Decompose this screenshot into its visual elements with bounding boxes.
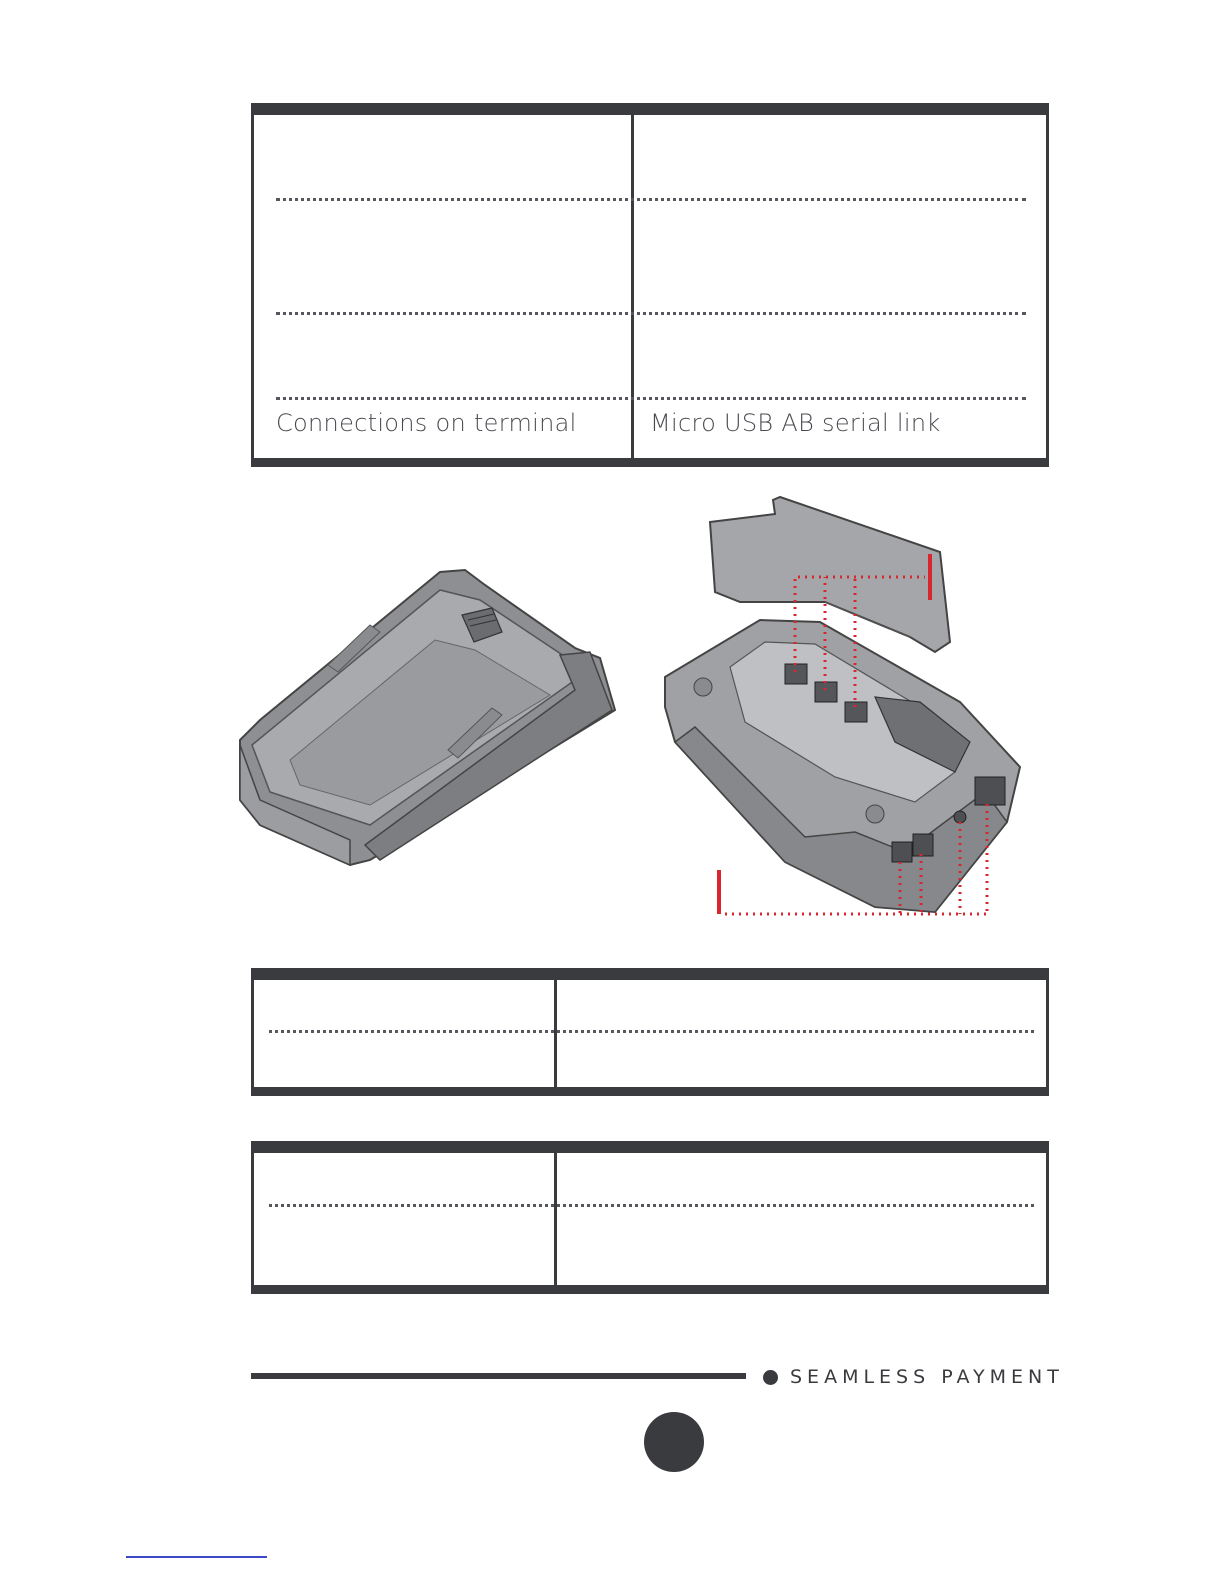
row-separator — [269, 1030, 1034, 1033]
table-top-border — [251, 1141, 1049, 1153]
table-bottom-border — [251, 1087, 1049, 1096]
table-top-border — [251, 103, 1049, 115]
footer-brand: SEAMLESS PAYMENT — [790, 1366, 1064, 1388]
label-connections-on-terminal: Connections on terminal — [276, 409, 577, 437]
specs-table-bottom — [251, 1141, 1049, 1294]
specs-table-top — [251, 103, 1049, 467]
page-number-circle — [644, 1412, 704, 1472]
row-separator — [276, 312, 1026, 315]
row-separator — [276, 397, 1026, 400]
table-bottom-border — [251, 1285, 1049, 1294]
column-divider — [554, 1141, 557, 1294]
column-divider — [631, 103, 634, 467]
table-top-border — [251, 968, 1049, 980]
footer-bullet-icon — [763, 1370, 778, 1385]
base-connectors-illustration — [655, 492, 1055, 922]
row-separator — [269, 1204, 1034, 1207]
bottom-link-underline[interactable] — [126, 1556, 267, 1558]
specs-table-middle — [251, 968, 1049, 1096]
value-micro-usb-serial-link: Micro USB AB serial link — [650, 409, 941, 437]
table-bottom-border — [251, 458, 1049, 467]
row-separator — [276, 198, 1026, 201]
footer-rule — [251, 1373, 746, 1379]
charging-base-illustration — [230, 560, 630, 880]
